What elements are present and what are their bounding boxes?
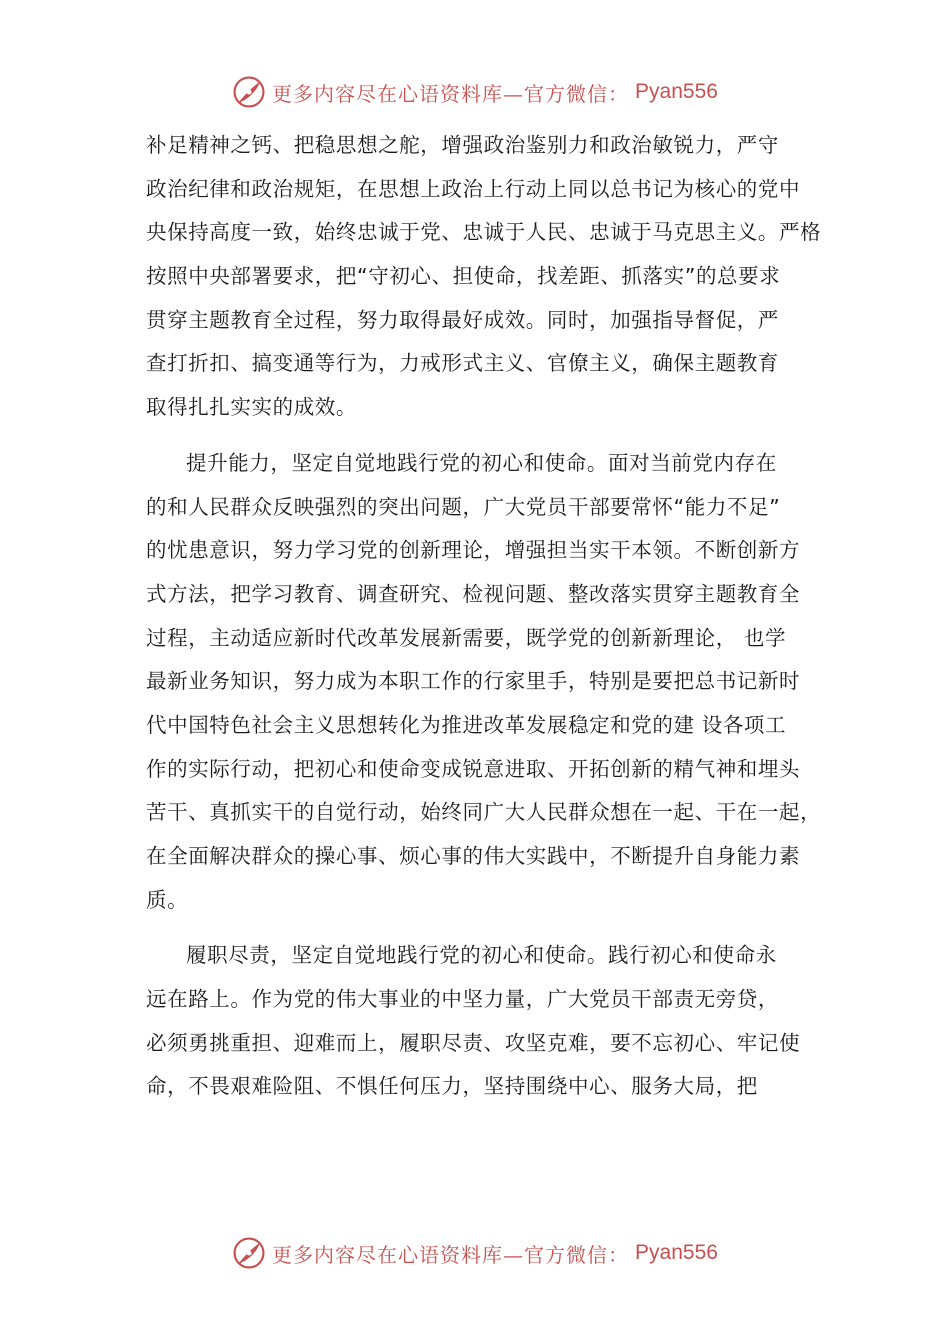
- text-line: 远在路上。作为党的伟大事业的中坚力量，广大党员干部责无旁贷，: [146, 987, 779, 1012]
- text-line: 必须勇挑重担、迎难而上，履职尽责、攻坚克难，要不忘初心、牢记使: [146, 1030, 801, 1055]
- document-body: [146, 124, 822, 1109]
- text-line: 的和人民群众反映强烈的突出问题，广大党员干部要常怀“能力不足”: [146, 494, 781, 519]
- text-line: 代中国特色社会主义思想转化为推进改革发展稳定和党的建 设各项工: [146, 712, 787, 737]
- text-line: 过程，主动适应新时代改革发展新需要，既学党的创新新理论， 也学: [146, 625, 787, 650]
- text-line: 式方法，把学习教育、调查研究、检视问题、整改落实贯穿主题教育全: [146, 581, 801, 606]
- text-line: 履职尽责，坚定自觉地践行党的初心和使命。践行初心和使命永: [186, 943, 777, 968]
- text-line: 质。: [146, 887, 189, 912]
- text-line: 取得扎扎实实的成效。: [146, 395, 357, 420]
- paragraph-2: [146, 442, 822, 923]
- text-line: 苦干、真抓实干的自觉行动，始终同广大人民群众想在一起、干在一起，: [146, 800, 822, 825]
- text-line: 补足精神之钙、把稳思想之舵，增强政治鉴别力和政治敏锐力，严守: [146, 133, 779, 157]
- quill-logo-icon: [232, 1236, 266, 1270]
- text-line: 作的实际行动，把初心和使命变成锐意进取、开拓创新的精气神和埋头: [146, 756, 801, 781]
- text-line: 在全面解决群众的操心事、烦心事的伟大实践中，不断提升自身能力素: [146, 844, 801, 868]
- text-line: 最新业务知识，努力成为本职工作的行家里手，特别是要把总书记新时: [146, 669, 801, 694]
- text-line: 命，不畏艰难险阻、不惧任何压力，坚持围绕中心、服务大局，把: [146, 1074, 758, 1099]
- text-line: 的忧患意识，努力学习党的创新理论，增强担当实干本领。不断创新方: [146, 538, 801, 563]
- text-line: 查打折扣、搞变通等行为，力戒形式主义、官僚主义，确保主题教育: [146, 351, 779, 376]
- paragraph-1: [146, 124, 822, 430]
- text-line: 央保持高度一致，始终忠诚于党、忠诚于人民、忠诚于马克思主义。严格: [146, 220, 822, 245]
- text-line: 贯穿主题教育全过程，努力取得最好成效。同时，加强指导督促，严: [146, 307, 779, 332]
- footer-watermark-banner: [0, 1233, 950, 1273]
- text-line: 按照中央部署要求，把“守初心、担使命，找差距、抓落实”的总要求: [146, 264, 781, 289]
- text-line: 提升能力，坚定自觉地践行党的初心和使命。面对当前党内存在: [186, 450, 777, 475]
- text-line: 政治纪律和政治规矩，在思想上政治上行动上同以总书记为核心的党中: [146, 176, 801, 201]
- footer-banner-text: 更多内容尽在心语资料库—官方微信：: [272, 1242, 630, 1267]
- footer-wechat-id: Pyan556: [635, 1241, 718, 1264]
- header-wechat-id: Pyan556: [635, 80, 718, 103]
- quill-logo-icon: [232, 75, 266, 109]
- header-watermark-banner: [0, 72, 950, 112]
- header-banner-text: 更多内容尽在心语资料库—官方微信：: [272, 81, 630, 106]
- paragraph-3: [146, 934, 818, 1109]
